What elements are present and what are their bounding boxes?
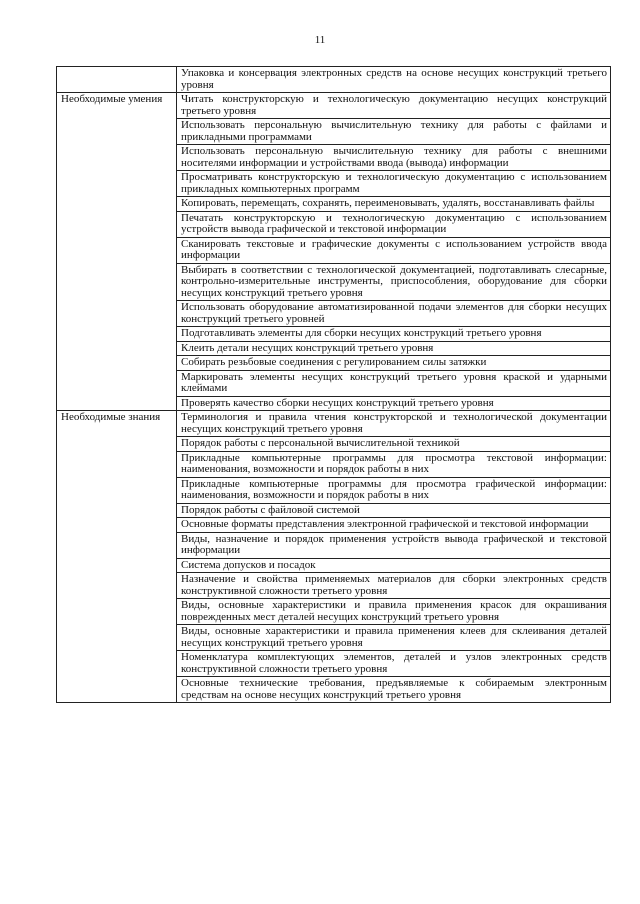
page-number: 11 [314, 34, 326, 46]
requirement-text: Копировать, перемещать, сохранять, переименовывать, удалять, восстанавливать файлы [177, 197, 611, 212]
requirement-text: Сканировать текстовые и графические документы с использованием устройств ввода информации [177, 237, 611, 263]
requirement-text: Собирать резьбовые соединения с регулированием силы затяжки [177, 356, 611, 371]
requirement-text: Проверять качество сборки несущих конструкций третьего уровня [177, 396, 611, 411]
requirement-text: Порядок работы с файловой системой [177, 503, 611, 518]
requirement-text: Номенклатура комплектующих элементов, деталей и узлов электронных средств конструктивной сложности третьего уровня [177, 651, 611, 677]
requirement-text: Упаковка и консервация электронных средств на основе несущих конструкций третьего уровня [177, 67, 611, 93]
requirement-text: Виды, назначение и порядок применения устройств вывода графической и текстовой информации [177, 532, 611, 558]
requirement-text: Виды, основные характеристики и правила применения клеев для склеивания деталей несущих конструкций третьего уровня [177, 625, 611, 651]
table-row [57, 93, 611, 119]
requirement-text: Основные форматы представления электронной графической и текстовой информации [177, 518, 611, 533]
requirement-text: Использовать персональную вычислительную технику для работы с файлами и прикладными программами [177, 119, 611, 145]
requirement-text: Прикладные компьютерные программы для просмотра текстовой информации: наименования, возможности и порядок работы в них [177, 451, 611, 477]
requirement-text: Клеить детали несущих конструкций третьего уровня [177, 341, 611, 356]
requirement-text: Маркировать элементы несущих конструкций третьего уровня краской и ударными клеймами [177, 370, 611, 396]
requirement-text: Читать конструкторскую и технологическую документацию несущих конструкций третьего уровня [177, 93, 611, 119]
requirement-text: Прикладные компьютерные программы для просмотра графической информации: наименования, возможности и порядок работы в них [177, 477, 611, 503]
requirement-text: Использовать оборудование автоматизированной подачи элементов для сборки несущих конструкций третьего уровней [177, 301, 611, 327]
requirement-text: Основные технические требования, предъявляемые к собираемым электронным средствам на основе несущих конструкций третьего уровня [177, 677, 611, 703]
requirement-text: Виды, основные характеристики и правила применения красок для окрашивания поврежденных мест деталей несущих конструкций третьего уровня [177, 599, 611, 625]
requirements-table-body [57, 67, 611, 703]
requirement-text: Выбирать в соответствии с технологической документацией, подготавливать слесарные, контрольно-измерительные инструменты, приспособления, оборудование для сборки несущих конструкций третьего уровня [177, 263, 611, 301]
requirement-text: Порядок работы с персональной вычислительной техникой [177, 437, 611, 452]
requirement-text: Система допусков и посадок [177, 558, 611, 573]
section-label: Необходимые умения [57, 93, 177, 411]
table-row [57, 411, 611, 437]
section-label: Необходимые знания [57, 411, 177, 703]
table-row [57, 67, 611, 93]
requirement-text: Печатать конструкторскую и технологическую документацию с использованием устройств вывода графической и текстовой информации [177, 211, 611, 237]
requirement-text: Подготавливать элементы для сборки несущих конструкций третьего уровня [177, 327, 611, 342]
section-label [57, 67, 177, 93]
requirement-text: Просматривать конструкторскую и технологическую документацию с использованием прикладных компьютерных программ [177, 171, 611, 197]
requirement-text: Назначение и свойства применяемых материалов для сборки электронных средств конструктивной сложности третьего уровня [177, 573, 611, 599]
requirement-text: Использовать персональную вычислительную технику для работы с внешними носителями информации и устройствами ввода (вывода) информации [177, 145, 611, 171]
requirements-table [56, 66, 611, 703]
requirement-text: Терминология и правила чтения конструкторской и технологической документации несущих конструкций третьего уровня [177, 411, 611, 437]
